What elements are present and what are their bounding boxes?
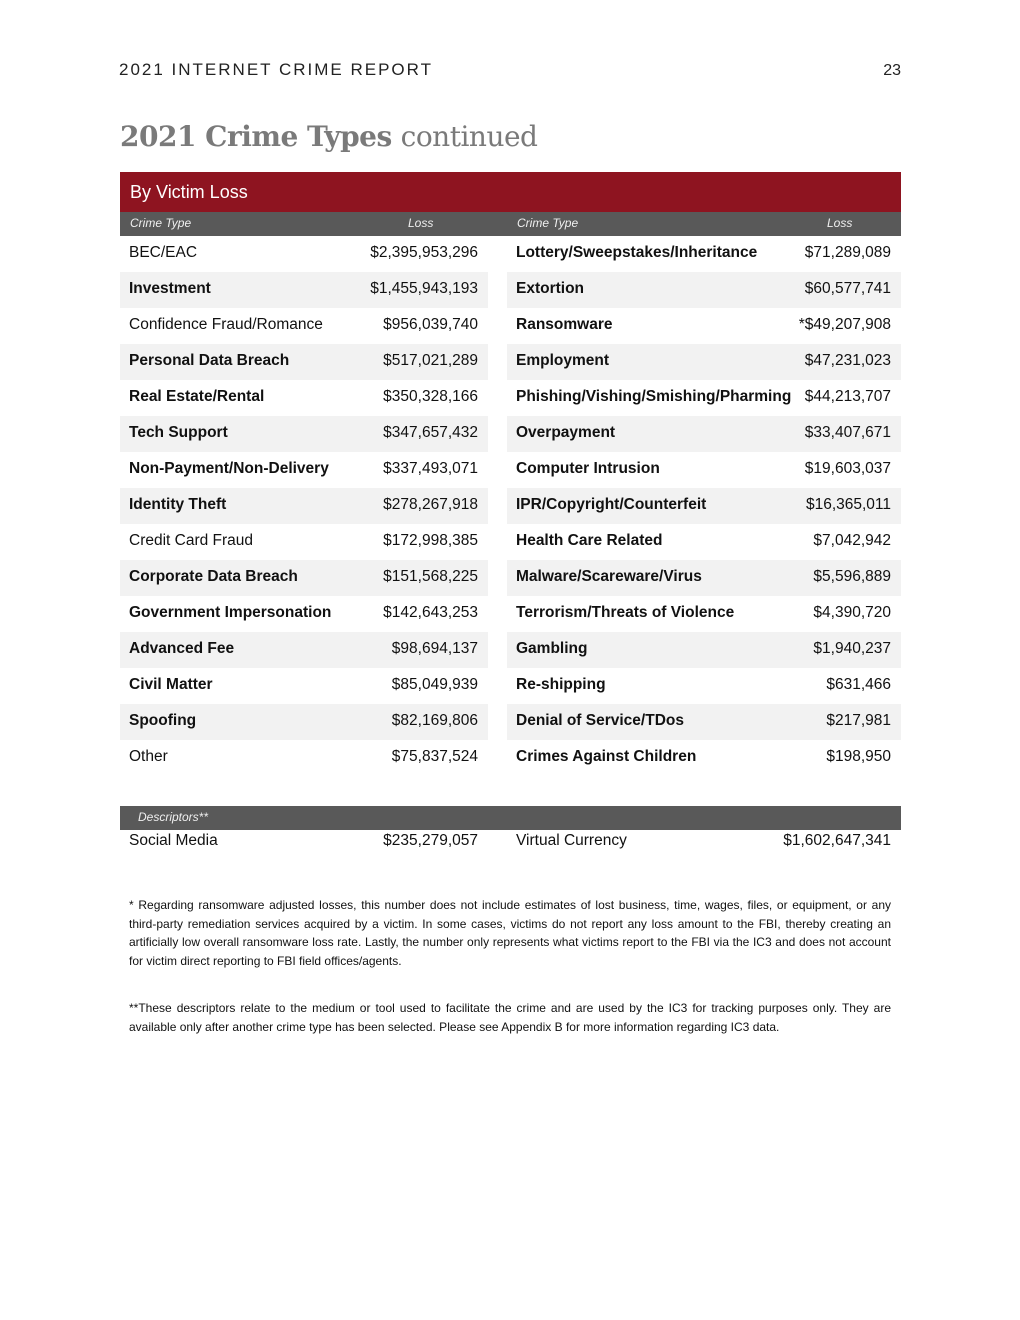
column-header-loss-right: Loss: [827, 216, 853, 230]
column-header-row: [120, 212, 901, 236]
loss-value: $337,493,071: [383, 460, 478, 477]
crime-type-name: Ransomware: [516, 316, 613, 333]
column-header-crime-type-left: Crime Type: [130, 216, 192, 230]
table-row: [507, 740, 901, 776]
table-row: [507, 560, 901, 596]
table-row: [120, 596, 488, 632]
crime-type-name: Identity Theft: [129, 496, 227, 513]
table-row: [120, 308, 488, 344]
descriptor-name: Social Media: [129, 832, 218, 849]
loss-value: $47,231,023: [804, 352, 891, 369]
descriptor-row-left: [120, 830, 488, 854]
crime-type-name: Corporate Data Breach: [129, 568, 298, 585]
right-crime-table: [507, 236, 901, 776]
table-title-band: [120, 172, 901, 212]
loss-value: $71,289,089: [804, 244, 891, 261]
loss-value: $631,466: [826, 676, 891, 693]
loss-value: $98,694,137: [391, 640, 478, 657]
table-row: [120, 236, 488, 272]
descriptor-row-right: [507, 830, 901, 854]
crime-type-name: Health Care Related: [516, 532, 663, 549]
table-title: By Victim Loss: [130, 182, 248, 202]
crime-type-name: Confidence Fraud/Romance: [129, 316, 323, 333]
table-row: [120, 740, 488, 776]
loss-value: $217,981: [826, 712, 891, 729]
descriptor-value: $1,602,647,341: [783, 832, 891, 849]
left-crime-table: [120, 236, 488, 776]
crime-type-name: BEC/EAC: [129, 244, 198, 261]
crime-type-name: Denial of Service/TDos: [516, 712, 684, 729]
loss-value: $172,998,385: [383, 532, 478, 549]
loss-value: $198,950: [826, 748, 891, 765]
crime-type-name: Overpayment: [516, 424, 616, 441]
loss-value: $75,837,524: [391, 748, 478, 765]
loss-value: $1,455,943,193: [370, 280, 478, 297]
table-row: [120, 416, 488, 452]
table-row: [507, 704, 901, 740]
report-title: 2021 INTERNET CRIME REPORT: [119, 60, 433, 79]
loss-value: $2,395,953,296: [370, 244, 478, 261]
section-title-main: 2021 Crime Types: [120, 120, 392, 153]
crime-type-name: Extortion: [516, 280, 585, 297]
table-row: [507, 308, 901, 344]
crime-type-name: Other: [129, 748, 168, 765]
table-row: [120, 560, 488, 596]
crime-type-name: Tech Support: [129, 424, 228, 441]
descriptors-header: [120, 806, 901, 830]
crime-type-name: Gambling: [516, 640, 588, 657]
table-row: [120, 272, 488, 308]
table-row: [507, 272, 901, 308]
column-header-loss-left: Loss: [408, 216, 434, 230]
loss-value: $142,643,253: [383, 604, 478, 621]
crime-type-name: Employment: [516, 352, 610, 369]
crime-type-name: Personal Data Breach: [129, 352, 290, 369]
crime-type-name: Civil Matter: [129, 676, 213, 693]
table-row: [507, 452, 901, 488]
descriptors-footnote: **These descriptors relate to the medium or tool used to facilitate the crime and are used by the IC3 for tracking purposes only. They are available only after another crime type has been selected. Please see Appendix B for more information regarding IC3 data.: [129, 1001, 891, 1034]
loss-value: $19,603,037: [804, 460, 891, 477]
crime-type-name: Advanced Fee: [129, 640, 235, 657]
crime-type-name: Computer Intrusion: [516, 460, 660, 477]
section-title: [120, 120, 537, 153]
loss-value: $33,407,671: [804, 424, 891, 441]
crime-type-name: Non-Payment/Non-Delivery: [129, 460, 329, 477]
loss-value: $4,390,720: [813, 604, 891, 621]
table-row: [120, 524, 488, 560]
crime-type-name: Crimes Against Children: [516, 748, 697, 765]
crime-type-name: Credit Card Fraud: [129, 532, 254, 549]
page-header: [119, 60, 901, 82]
descriptors-label: Descriptors**: [138, 810, 209, 824]
loss-value: *$49,207,908: [798, 316, 891, 333]
table-row: [507, 596, 901, 632]
ransomware-footnote: * Regarding ransomware adjusted losses, this number does not include estimates of lost business, time, wages, files, or equipment, or any third-party remediation services acquired by a victim. In some cases, victims do not report any loss amount to the FBI, thereby creating an artificially low overall ransomware loss rate. Lastly, the number only represents what victims report to the FBI via the IC3 and does not account for victim direct reporting to FBI field offices/agents.: [129, 898, 891, 968]
loss-value: $350,328,166: [383, 388, 478, 405]
loss-value: $82,169,806: [391, 712, 478, 729]
loss-value: $151,568,225: [383, 568, 478, 585]
crime-type-name: Government Impersonation: [129, 604, 332, 621]
table-row: [507, 632, 901, 668]
crime-type-name: Terrorism/Threats of Violence: [516, 604, 735, 621]
crime-type-name: Real Estate/Rental: [129, 388, 265, 405]
crime-type-name: IPR/Copyright/Counterfeit: [516, 496, 707, 513]
loss-value: $60,577,741: [804, 280, 891, 297]
descriptor-value: $235,279,057: [383, 832, 478, 849]
table-row: [120, 380, 488, 416]
loss-value: $347,657,432: [383, 424, 478, 441]
loss-value: $278,267,918: [383, 496, 478, 513]
crime-type-name: Lottery/Sweepstakes/Inheritance: [516, 244, 758, 261]
table-row: [120, 344, 488, 380]
section-title-suffix: continued: [400, 120, 538, 153]
loss-value: $5,596,889: [813, 568, 891, 585]
table-row: [120, 704, 488, 740]
table-row: [120, 452, 488, 488]
table-row: [507, 236, 901, 272]
column-header-crime-type-right: Crime Type: [517, 216, 579, 230]
crime-type-name: Malware/Scareware/Virus: [516, 568, 702, 585]
table-row: [507, 524, 901, 560]
crime-type-name: Re-shipping: [516, 676, 606, 693]
loss-value: $517,021,289: [383, 352, 478, 369]
table-row: [507, 380, 901, 416]
table-row: [507, 344, 901, 380]
table-row: [120, 488, 488, 524]
crime-type-name: Spoofing: [129, 712, 197, 729]
page-number: 23: [883, 62, 901, 79]
table-row: [507, 488, 901, 524]
crime-type-name: Phishing/Vishing/Smishing/Pharming: [516, 388, 792, 405]
loss-value: $1,940,237: [813, 640, 891, 657]
table-row: [120, 632, 488, 668]
loss-value: $16,365,011: [805, 496, 891, 513]
table-row: [120, 668, 488, 704]
descriptor-name: Virtual Currency: [516, 832, 627, 849]
table-row: [507, 416, 901, 452]
loss-value: $85,049,939: [391, 676, 478, 693]
crime-type-name: Investment: [129, 280, 211, 297]
loss-value: $7,042,942: [813, 532, 891, 549]
loss-value: $44,213,707: [804, 388, 891, 405]
table-row: [507, 668, 901, 704]
loss-value: $956,039,740: [383, 316, 478, 333]
